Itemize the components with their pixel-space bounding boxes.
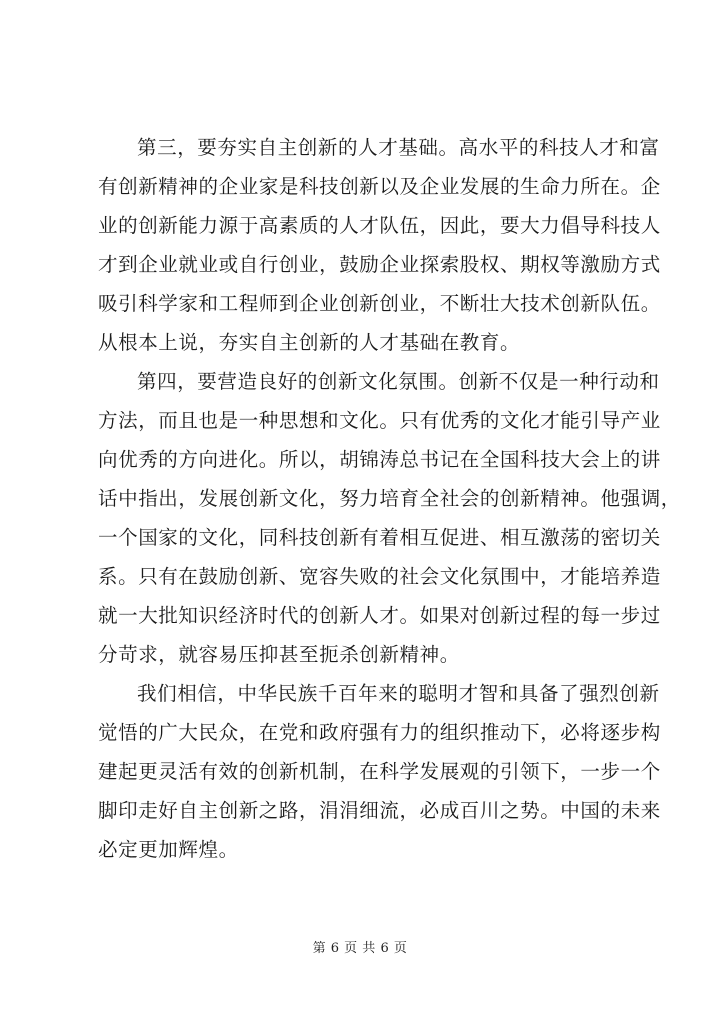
- paragraph-2-line-7: 就一大批知识经济时代的创新人才。如果对创新过程的每一步过: [98, 604, 661, 627]
- paragraph-3-line-5: 必定更加辉煌。: [98, 838, 239, 861]
- paragraph-3-line-1: 我们相信，中华民族千百年来的聪明才智和具备了强烈创新: [137, 682, 660, 705]
- paragraph-2-line-4: 话中指出，发展创新文化，努力培育全社会的创新精神。他强调，: [98, 487, 681, 510]
- paragraph-2-line-8: 分苛求，就容易压抑甚至扼杀创新精神。: [98, 643, 460, 666]
- paragraph-2-line-1: 第四，要营造良好的创新文化氛围。创新不仅是一种行动和: [137, 370, 660, 393]
- paragraph-1-line-5: 吸引科学家和工程师到企业创新创业，不断壮大技术创新队伍。: [98, 292, 661, 315]
- paragraph-2-line-5: 一个国家的文化，同科技创新有着相互促进、相互激荡的密切关: [98, 526, 661, 549]
- paragraph-2-line-2: 方法，而且也是一种思想和文化。只有优秀的文化才能引导产业: [98, 409, 661, 432]
- paragraph-2-line-3: 向优秀的方向进化。所以，胡锦涛总书记在全国科技大会上的讲: [98, 448, 661, 471]
- page-number-footer: 第 6 页 共 6 页: [312, 941, 408, 956]
- paragraph-1-line-6: 从根本上说，夯实自主创新的人才基础在教育。: [98, 331, 521, 354]
- paragraph-1-line-4: 才到企业就业或自行创业，鼓励企业探索股权、期权等激励方式: [98, 253, 661, 276]
- paragraph-3-line-2: 觉悟的广大民众，在党和政府强有力的组织推动下，必将逐步构: [98, 721, 661, 744]
- paragraph-1-line-1: 第三，要夯实自主创新的人才基础。高水平的科技人才和富: [137, 136, 660, 159]
- paragraph-1-line-3: 业的创新能力源于高素质的人才队伍，因此，要大力倡导科技人: [98, 214, 661, 237]
- paragraph-1-line-2: 有创新精神的企业家是科技创新以及企业发展的生命力所在。企: [98, 175, 661, 198]
- paragraph-2-line-6: 系。只有在鼓励创新、宽容失败的社会文化氛围中，才能培养造: [98, 565, 661, 588]
- paragraph-3-line-3: 建起更灵活有效的创新机制，在科学发展观的引领下，一步一个: [98, 760, 661, 783]
- paragraph-3-line-4: 脚印走好自主创新之路，涓涓细流，必成百川之势。中国的未来: [98, 799, 661, 822]
